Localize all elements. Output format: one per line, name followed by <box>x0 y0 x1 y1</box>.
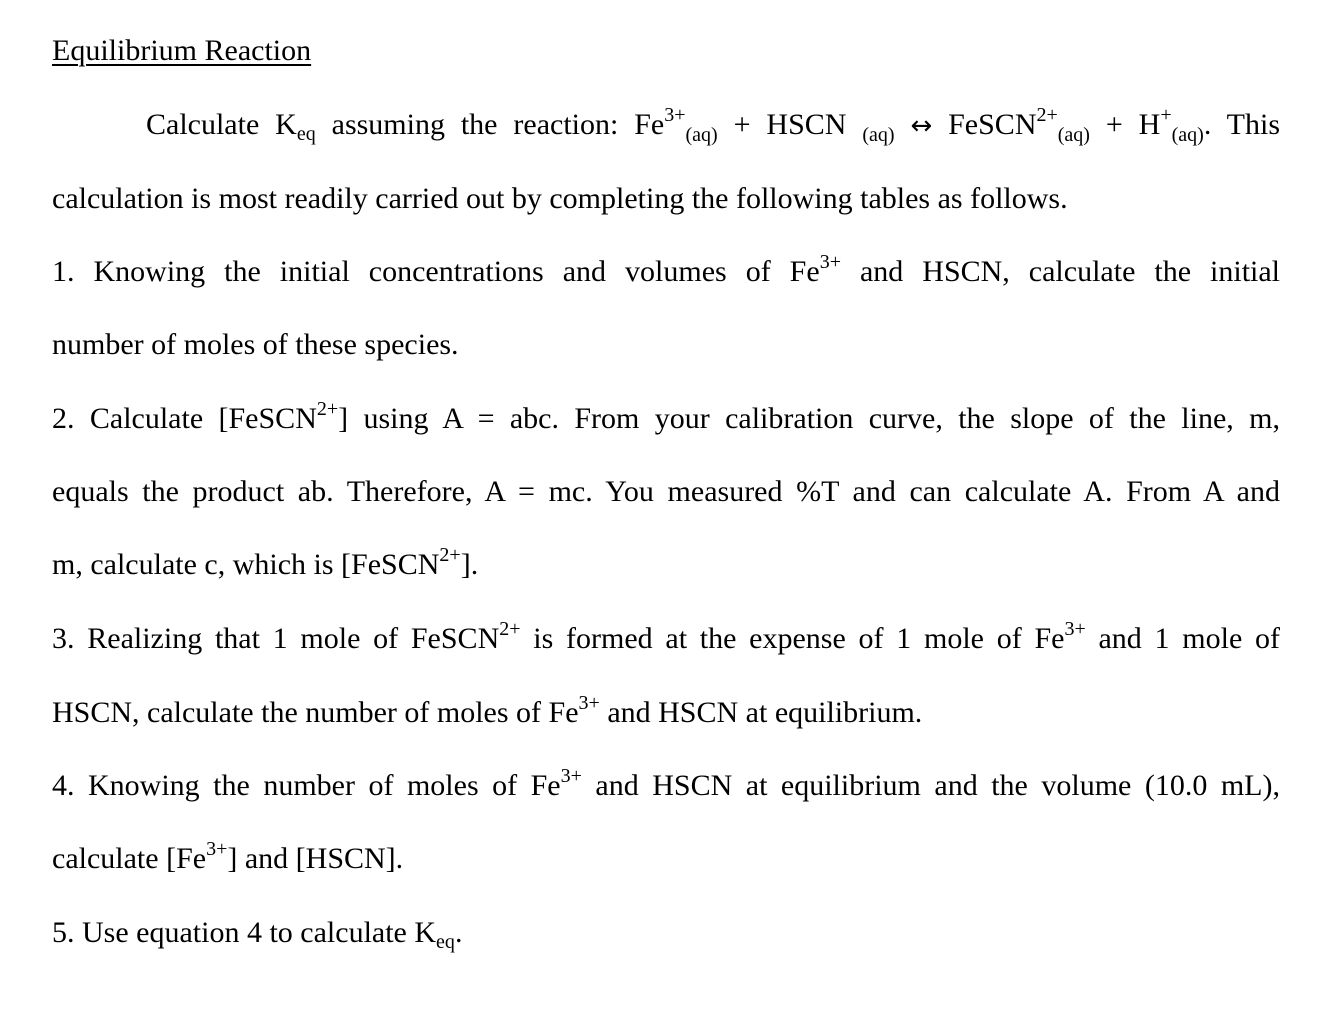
step-3-line-2-a: HSCN, calculate the number of moles of Fe <box>52 696 579 729</box>
fe-charge: 3+ <box>664 104 686 126</box>
step-1-text-b: and HSCN, calculate the initial <box>840 255 1281 288</box>
plus-h: + H <box>1089 108 1161 141</box>
intro-line-1 <box>52 105 1280 146</box>
fe-state: (aq) <box>685 124 718 146</box>
step-4-line-2-charge: 3+ <box>206 838 228 860</box>
step-2-fescn-charge: 2+ <box>316 398 339 420</box>
step-1-line-1 <box>52 252 1280 292</box>
step-2-line-3-b: ]. <box>460 548 479 581</box>
product-state: (aq) <box>1057 124 1090 146</box>
step-2-text-b: ] using A = abc. From your calibration curve, the slope of the line, m, <box>338 402 1280 435</box>
hscn-state: (aq) <box>862 124 895 146</box>
step-2-line-3 <box>52 545 1280 585</box>
product-charge: 2+ <box>1036 104 1058 126</box>
intro-lead: Calculate K <box>146 108 297 141</box>
step-5-text-a: 5. Use equation 4 to calculate K <box>52 916 437 949</box>
step-3-fe-charge: 3+ <box>1064 618 1086 640</box>
h-state: (aq) <box>1171 124 1204 146</box>
step-4-text-a: 4. Knowing the number of moles of Fe <box>52 769 561 802</box>
step-2-line-1 <box>52 399 1280 439</box>
intro-assuming: assuming the reaction: Fe <box>315 108 665 141</box>
step-3-text-c: and 1 mole of <box>1085 622 1281 655</box>
step-1-text-a: 1. Knowing the initial concentrations and volumes of Fe <box>52 255 820 288</box>
step-3-line-2-charge: 3+ <box>578 692 600 714</box>
step-1-line-2: number of moles of these species. <box>52 328 459 361</box>
step-5-keq-subscript: eq <box>436 931 455 953</box>
step-4-text-b: and HSCN at equilibrium and the volume (10.0 mL), <box>581 769 1280 802</box>
step-3-line-1 <box>52 619 1280 659</box>
step-3-text-a: 3. Realizing that 1 mole of FeSCN <box>52 622 500 655</box>
step-3-fescn-charge: 2+ <box>499 618 521 640</box>
equilibrium-arrow-icon: ↔ <box>910 111 933 141</box>
intro-this: . This <box>1203 108 1281 141</box>
step-5-line-1 <box>52 913 1280 953</box>
keq-subscript: eq <box>296 123 316 145</box>
step-5-text-b: . <box>454 916 463 949</box>
step-2-line-3-charge: 2+ <box>439 544 461 566</box>
step-2-line-2: equals the product ab. Therefore, A = mc. You measured %T and can calculate A. From A and <box>52 475 1280 508</box>
step-4-line-1 <box>52 766 1280 806</box>
step-3-text-b: is formed at the expense of 1 mole of Fe <box>520 622 1065 655</box>
step-4-line-2-b: ] and [HSCN]. <box>227 842 404 875</box>
step-4-line-2 <box>52 839 1280 879</box>
plus-hscn: + HSCN <box>717 108 863 141</box>
section-heading: Equilibrium Reaction <box>52 34 312 67</box>
step-3-line-2-b: and HSCN at equilibrium. <box>599 696 923 729</box>
h-charge: + <box>1160 104 1172 126</box>
step-2-line-3-a: m, calculate c, which is [FeSCN <box>52 548 440 581</box>
step-1-fe-charge: 3+ <box>819 251 841 273</box>
step-3-line-2 <box>52 693 1280 733</box>
intro-line-2: calculation is most readily carried out by completing the following tables as follows. <box>52 182 1068 215</box>
step-2-text-a: 2. Calculate [FeSCN <box>52 402 317 435</box>
step-4-line-2-a: calculate [Fe <box>52 842 207 875</box>
step-4-fe-charge: 3+ <box>560 765 582 787</box>
product-formula: FeSCN <box>932 108 1037 141</box>
